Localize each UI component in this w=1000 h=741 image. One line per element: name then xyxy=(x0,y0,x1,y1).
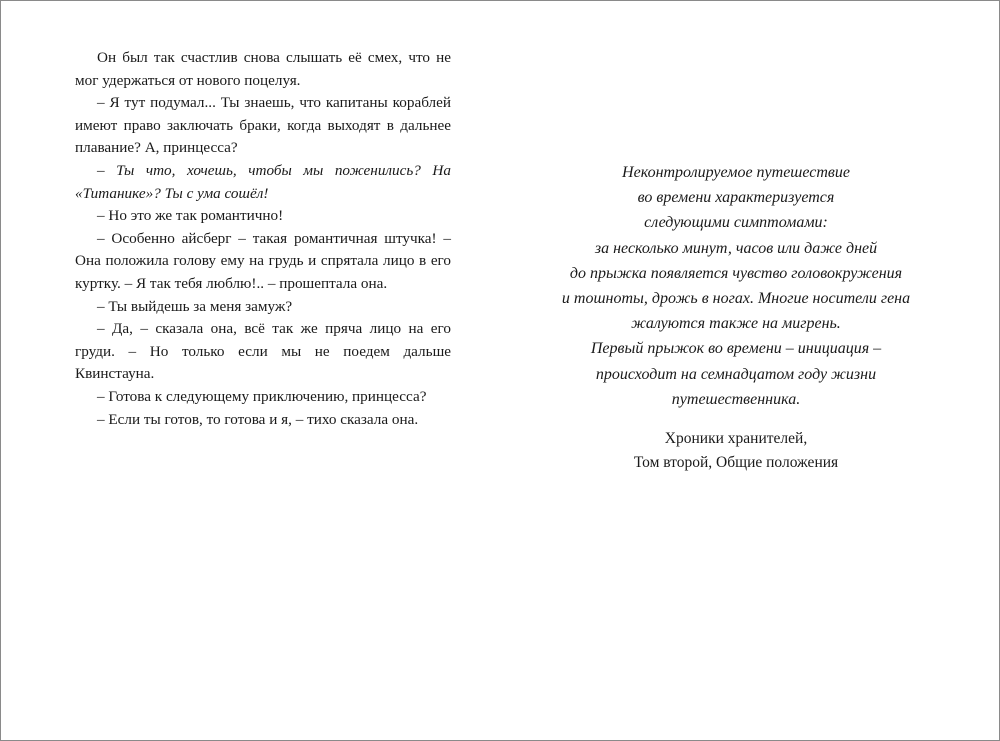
epigraph-line: во времени характеризуется xyxy=(637,189,835,207)
epigraph-line: Первый прыжок во времени – инициация – xyxy=(590,340,882,358)
epigraph-line: жалуются также на мигрень. xyxy=(631,315,841,333)
paragraph: Он был так счастлив снова слышать её смех, что не мог удержаться от нового поцелуя. xyxy=(75,49,451,89)
epigraph-line: следующими симптомами: xyxy=(644,214,828,232)
epigraph-line: и тошноты, дрожь в ногах. Многие носители гена xyxy=(561,290,911,308)
left-page xyxy=(75,47,451,431)
epigraph-line: до прыжка появляется чувство головокружения xyxy=(569,264,903,282)
paragraph: – Ты выйдешь за меня замуж? xyxy=(97,297,293,315)
epigraph-source xyxy=(561,427,911,475)
paragraph: – Особенно айсберг – такая романтичная штучка! – Она положила голову ему на грудь и спрятала лицо в его куртку. – Я так тебя люблю!.. – прошептала она. xyxy=(75,229,451,292)
right-page xyxy=(561,160,911,475)
epigraph-line: путешественника. xyxy=(671,390,801,408)
epigraph xyxy=(561,160,911,412)
source-line: Хроники хранителей, xyxy=(664,430,808,448)
paragraph: – Готова к следующему приключению, принцесса? xyxy=(97,387,427,405)
epigraph-line: за несколько минут, часов или даже дней xyxy=(594,239,878,257)
epigraph-line: Неконтролируемое путешествие xyxy=(622,164,850,181)
paragraph: – Если ты готов, то готова и я, – тихо сказала она. xyxy=(97,410,419,428)
paragraph: – Я тут подумал... Ты знаешь, что капитаны кораблей имеют право заключать браки, когда выходят в дальнее плавание? А, принцесса? xyxy=(75,94,451,157)
epigraph-line: происходит на семнадцатом году жизни xyxy=(595,365,877,383)
paragraph-italic: – Ты что, хочешь, чтобы мы поженились? На «Титанике»? Ты с ума сошёл! xyxy=(75,161,451,202)
paragraph: – Да, – сказала она, всё так же пряча лицо на его груди. – Но только если мы не поедем дальше Квинстауна. xyxy=(75,320,451,383)
paragraph: – Но это же так романтично! xyxy=(97,207,284,225)
source-line: Том второй, Общие положения xyxy=(633,454,839,472)
